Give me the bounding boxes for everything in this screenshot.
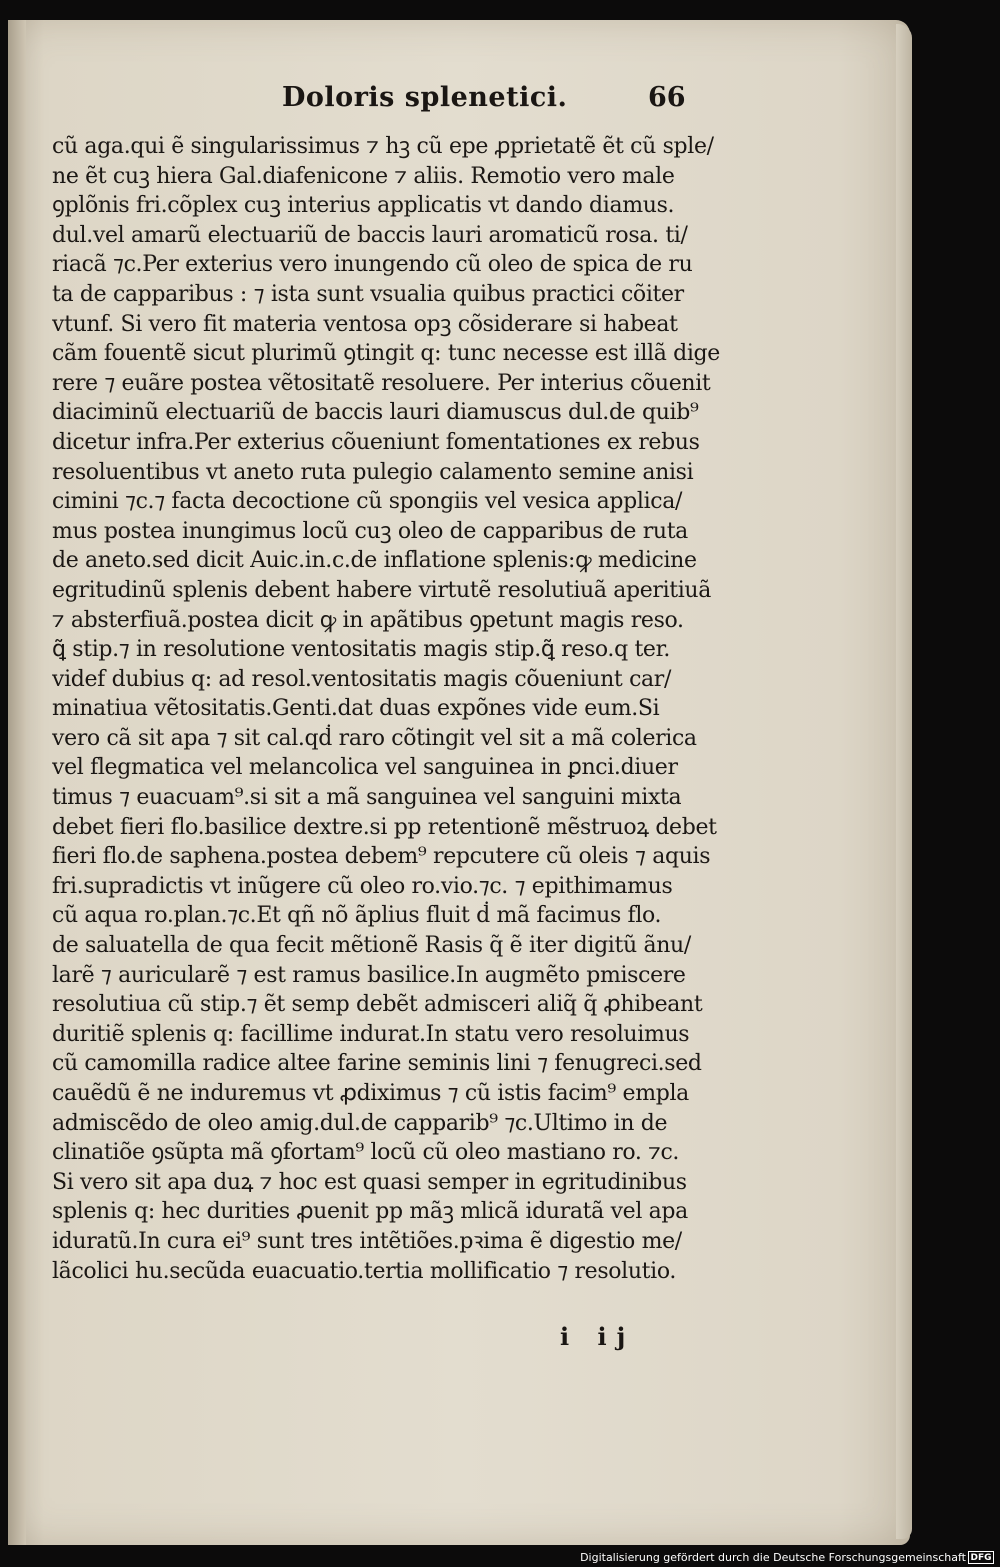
dfg-logo-icon: DFG — [968, 1551, 994, 1564]
digitization-credit: Digitalisierung gefördert durch die Deutsche Forschungsgemeinschaft — [580, 1551, 966, 1564]
text-line: debet fieri flo.basilice dextre.si pp retentionẽ mẽstruoꝝ debet — [52, 814, 717, 840]
text-line: mus postea inungimus locũ cuꝫ oleo de capparibus de ruta — [52, 518, 688, 544]
text-line: de saluatella de qua fecit mẽtionẽ Rasis q̃ ẽ iter digitũ ãnu/ — [52, 933, 691, 959]
body-text — [52, 132, 720, 1286]
text-line: vel flegmatica vel melancolica vel sanguinea in ꝑnci.diuer — [52, 755, 678, 781]
text-line: ⁊ absterfiuã.postea dicit ꝙ in apãtibus ꝯpetunt magis reso. — [52, 607, 684, 633]
text-line: cũ aga.qui ẽ singularissimus ⁊ hꝫ cũ epe ꝓprietatẽ ẽt cũ sple/ — [52, 134, 714, 159]
text-line: rere ⁊ euãre postea vẽtositatẽ resoluere. Per interius cõuenit — [52, 370, 711, 396]
text-line: fieri flo.de saphena.postea debem⁹ repcutere cũ oleis ⁊ aquis — [52, 844, 711, 870]
running-head: Doloris splenetici. — [282, 82, 568, 113]
text-line: admiscẽdo de oleo amig.dul.de capparib⁹ ⁊c.Ultimo in de — [52, 1110, 668, 1136]
text-line: ꝯplõnis fri.cõplex cuꝫ interius applicatis vt dando diamus. — [52, 193, 675, 219]
text-line: cimini ⁊c.⁊ facta decoctione cũ spongiis vel vesica applica/ — [52, 489, 683, 515]
text-line: cũ aqua ro.plan.⁊c.Et qñ nõ ãplius fluit ḋ mã facimus flo. — [52, 903, 662, 929]
text-line: clinatiõe ꝯsũpta mã ꝯfortam⁹ locũ cũ oleo mastiano ro. ⁊c. — [52, 1140, 680, 1166]
page-fore-edge — [896, 24, 912, 1539]
signature-mark: i ij — [560, 1322, 636, 1351]
text-line: ꝗ̃ stip.⁊ in resolutione ventositatis magis stip.ꝗ̃ reso.q ter. — [52, 637, 670, 663]
text-line: timus ⁊ euacuam⁹.si sit a mã sanguinea vel sanguini mixta — [52, 785, 682, 811]
text-line: ta de capparibus : ⁊ ista sunt vsualia quibus practici cõiter — [52, 281, 684, 307]
text-line: minatiua vẽtositatis.Genti.dat duas expõnes vide eum.Si — [52, 696, 660, 722]
page-gutter — [8, 20, 26, 1545]
text-line: cãm fouentẽ sicut plurimũ ꝯtingit q: tunc necesse est illã dige — [52, 341, 720, 367]
text-line: dul.vel amarũ electuariũ de baccis lauri aromaticũ rosa. ti/ — [52, 222, 688, 248]
folio-number: 66 — [648, 82, 686, 113]
text-line: vtunf. Si vero fit materia ventosa opꝫ cõsiderare si habeat — [52, 311, 678, 337]
text-line: de aneto.sed dicit Auic.in.c.de inflatione splenis:ꝙ medicine — [52, 548, 697, 574]
text-line: iduratũ.In cura ei⁹ sunt tres intẽtiões.pꝛima ẽ digestio me/ — [52, 1228, 682, 1254]
text-line: duritiẽ splenis q: facillime indurat.In statu vero resoluimus — [52, 1021, 690, 1047]
text-line: cauẽdũ ẽ ne induremus vt ꝓdiximus ⁊ cũ istis facim⁹ empla — [52, 1081, 689, 1106]
text-line: splenis q: hec durities ꝓuenit pp mãꝫ mlicã iduratã vel apa — [52, 1199, 688, 1225]
text-line: resolutiua cũ stip.⁊ ẽt semp debẽt admisceri aliq̃ q̃ ꝓhibeant — [52, 992, 703, 1018]
text-line: dicetur infra.Per exterius cõueniunt fomentationes ex rebus — [52, 429, 700, 455]
text-line: videf dubius q: ad resol.ventositatis magis cõueniunt car/ — [52, 666, 672, 692]
text-line: resoluentibus vt aneto ruta pulegio calamento semine anisi — [52, 459, 694, 485]
text-line: vero cã sit apa ⁊ sit cal.qḋ raro cõtingit vel sit a mã colerica — [52, 725, 697, 751]
text-line: riacã ⁊c.Per exterius vero inungendo cũ oleo de spica de ru — [52, 252, 693, 278]
page-header — [0, 82, 1000, 122]
text-line: egritudinũ splenis debent habere virtutẽ resolutiuã aperitiuã — [52, 577, 712, 603]
text-line: diaciminũ electuariũ de baccis lauri diamuscus dul.de quib⁹ — [52, 400, 699, 426]
text-line: cũ camomilla radice altee farine seminis lini ⁊ fenugreci.sed — [52, 1051, 702, 1077]
text-line: lãcolici hu.secũda euacuatio.tertia mollificatio ⁊ resolutio. — [52, 1258, 676, 1284]
text-line: fri.supradictis vt inũgere cũ oleo ro.vio.⁊c. ⁊ epithimamus — [52, 873, 673, 899]
text-line: larẽ ⁊ auricularẽ ⁊ est ramus basilice.In augmẽto pmiscere — [52, 962, 686, 988]
text-line: ne ẽt cuꝫ hiera Gal.diafenicone ⁊ aliis. Remotio vero male — [52, 163, 675, 189]
text-line: Si vero sit apa duꝝ ⁊ hoc est quasi semper in egritudinibus — [52, 1169, 687, 1195]
